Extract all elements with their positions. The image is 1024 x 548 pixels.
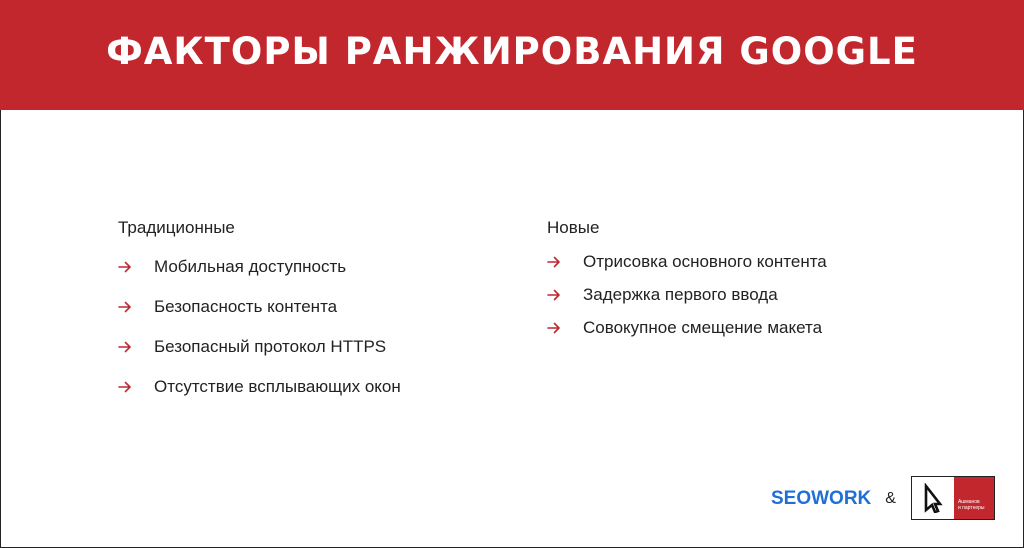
new-factors-column <box>547 218 827 351</box>
list-item-label: Отрисовка основного контента <box>583 252 827 271</box>
list-item <box>118 297 401 337</box>
list-item <box>118 257 401 297</box>
header-banner <box>0 0 1024 110</box>
arrow-right-icon <box>118 257 132 277</box>
ampersand: & <box>885 490 896 507</box>
arrow-right-icon <box>118 297 132 317</box>
seowork-logo: SEOWORK <box>771 488 872 509</box>
partner-logo <box>911 476 995 520</box>
partner-name-line2: и партнеры <box>957 505 985 511</box>
partner-name-line1: Ашманов <box>957 499 980 505</box>
arrow-right-icon <box>118 337 132 357</box>
list-item-label: Безопасность контента <box>154 297 338 316</box>
arrow-right-icon <box>547 252 561 272</box>
list-item <box>547 252 827 285</box>
arrow-right-icon <box>547 318 561 338</box>
arrow-right-icon <box>547 285 561 305</box>
partner-logo-red-block <box>954 477 994 519</box>
list-item-label: Отсутствие всплывающих окон <box>154 377 401 396</box>
list-item-label: Безопасный протокол HTTPS <box>154 337 387 356</box>
list-item-label: Задержка первого ввода <box>583 285 778 304</box>
list-item <box>118 377 401 417</box>
list-item <box>547 318 827 351</box>
list-item <box>547 285 827 318</box>
list-item <box>118 337 401 377</box>
new-heading: Новые <box>547 218 600 237</box>
page-title: ФАКТОРЫ РАНЖИРОВАНИЯ GOOGLE <box>106 29 918 73</box>
new-list <box>547 252 827 351</box>
traditional-factors-column <box>118 218 401 417</box>
list-item-label: Мобильная доступность <box>154 257 347 276</box>
cursor-arrow-icon <box>912 477 954 519</box>
traditional-heading: Традиционные <box>118 218 235 237</box>
arrow-right-icon <box>118 377 132 397</box>
list-item-label: Совокупное смещение макета <box>583 318 823 337</box>
traditional-list <box>118 257 401 417</box>
footer-logos <box>771 476 995 520</box>
